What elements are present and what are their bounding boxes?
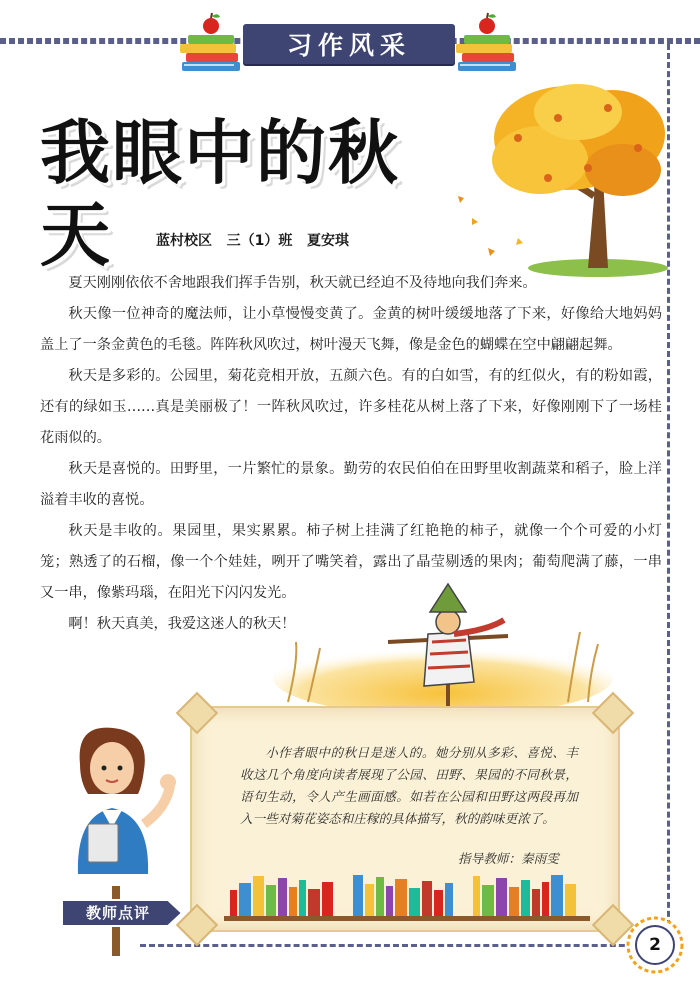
book-spine	[322, 882, 333, 916]
essay-paragraph: 秋天是丰收的。果园里，果实累累。柿子树上挂满了红艳艳的柿子，就像一个个可爱的小灯笼；熟透了的石榴，像一个个娃娃，咧开了嘴笑着，露出了晶莹剔透的果肉；葡萄爬满了藤，一串又一串，像紫玛瑙，在阳光下闪闪发光。	[40, 523, 662, 601]
book-spine	[482, 885, 494, 916]
section-banner	[243, 24, 455, 64]
book-spine	[551, 875, 563, 916]
book-spine	[509, 887, 519, 916]
book-spine	[473, 876, 480, 916]
book-spine	[353, 875, 363, 916]
scarecrow-illustration	[268, 582, 618, 712]
books-apple-icon	[176, 12, 246, 74]
book-spine	[532, 889, 540, 916]
book-spine	[445, 883, 453, 916]
book-spine	[521, 880, 530, 916]
teacher-comment-text: 小作者眼中的秋日是迷人的。她分别从多彩、喜悦、丰收这几个角度向读者展现了公园、田野、果园的不同秋景，语句生动，令人产生画面感。如若在公园和田野这两段再加入一些对菊花姿态和庄稼的具体描写，秋的韵味更浓了。	[240, 745, 578, 826]
essay-paragraph: 啊！秋天真美，我爱这迷人的秋天！	[68, 616, 296, 632]
teacher-comment-label: 教师点评	[85, 904, 150, 922]
article-title: 我眼中的秋天	[40, 112, 400, 276]
book-spine	[239, 883, 251, 916]
teacher-illustration	[58, 724, 178, 874]
book-spine	[565, 884, 576, 916]
book-spine	[253, 876, 264, 916]
page-number: 2	[649, 935, 661, 955]
essay-paragraph: 秋天是喜悦的。田野里，一片繁忙的景象。勤劳的农民伯伯在田野里收割蔬菜和稻子，脸上洋溢着丰收的喜悦。	[40, 461, 662, 508]
book-spine	[386, 886, 393, 916]
book-spine	[365, 884, 374, 916]
author-byline: 蓝村校区 三（1）班 夏安琪	[156, 233, 349, 249]
page-frame-bottom	[140, 944, 670, 947]
book-spine	[434, 890, 443, 916]
book-spine	[266, 885, 276, 916]
essay-paragraph: 夏天刚刚依依不舍地跟我们挥手告别，秋天就已经迫不及待地向我们奔来。	[68, 275, 537, 291]
advisor-name: 指导教师：秦雨雯	[458, 851, 559, 866]
book-spine	[496, 878, 507, 916]
book-spine	[409, 888, 420, 916]
book-spine	[376, 877, 384, 916]
autumn-tree-icon	[448, 78, 668, 283]
section-title: 习作风采	[286, 31, 411, 60]
book-spine	[422, 881, 432, 916]
book-spine	[289, 887, 297, 916]
book-spine	[308, 889, 320, 916]
essay-paragraph: 秋天像一位神奇的魔法师，让小草慢慢变黄了。金黄的树叶缓缓地落了下来，好像给大地妈妈盖上了一条金黄色的毛毯。阵阵秋风吹过，树叶漫天飞舞，像是金色的蝴蝶在空中翩翩起舞。	[40, 306, 662, 353]
book-spine	[299, 880, 306, 916]
bookshelf-icon	[224, 872, 590, 922]
book-spine	[395, 879, 407, 916]
book-spine	[278, 878, 287, 916]
book-spine	[542, 882, 549, 916]
books-apple-icon	[452, 12, 522, 74]
book-spine	[230, 890, 237, 916]
essay-paragraph: 秋天是多彩的。公园里，菊花竞相开放，五颜六色。有的白如雪，有的红似火，有的粉如霞，还有的绿如玉……真是美丽极了！一阵秋风吹过，许多桂花从树上落了下来，好像刚刚下了一场桂花雨似的。	[40, 368, 662, 446]
